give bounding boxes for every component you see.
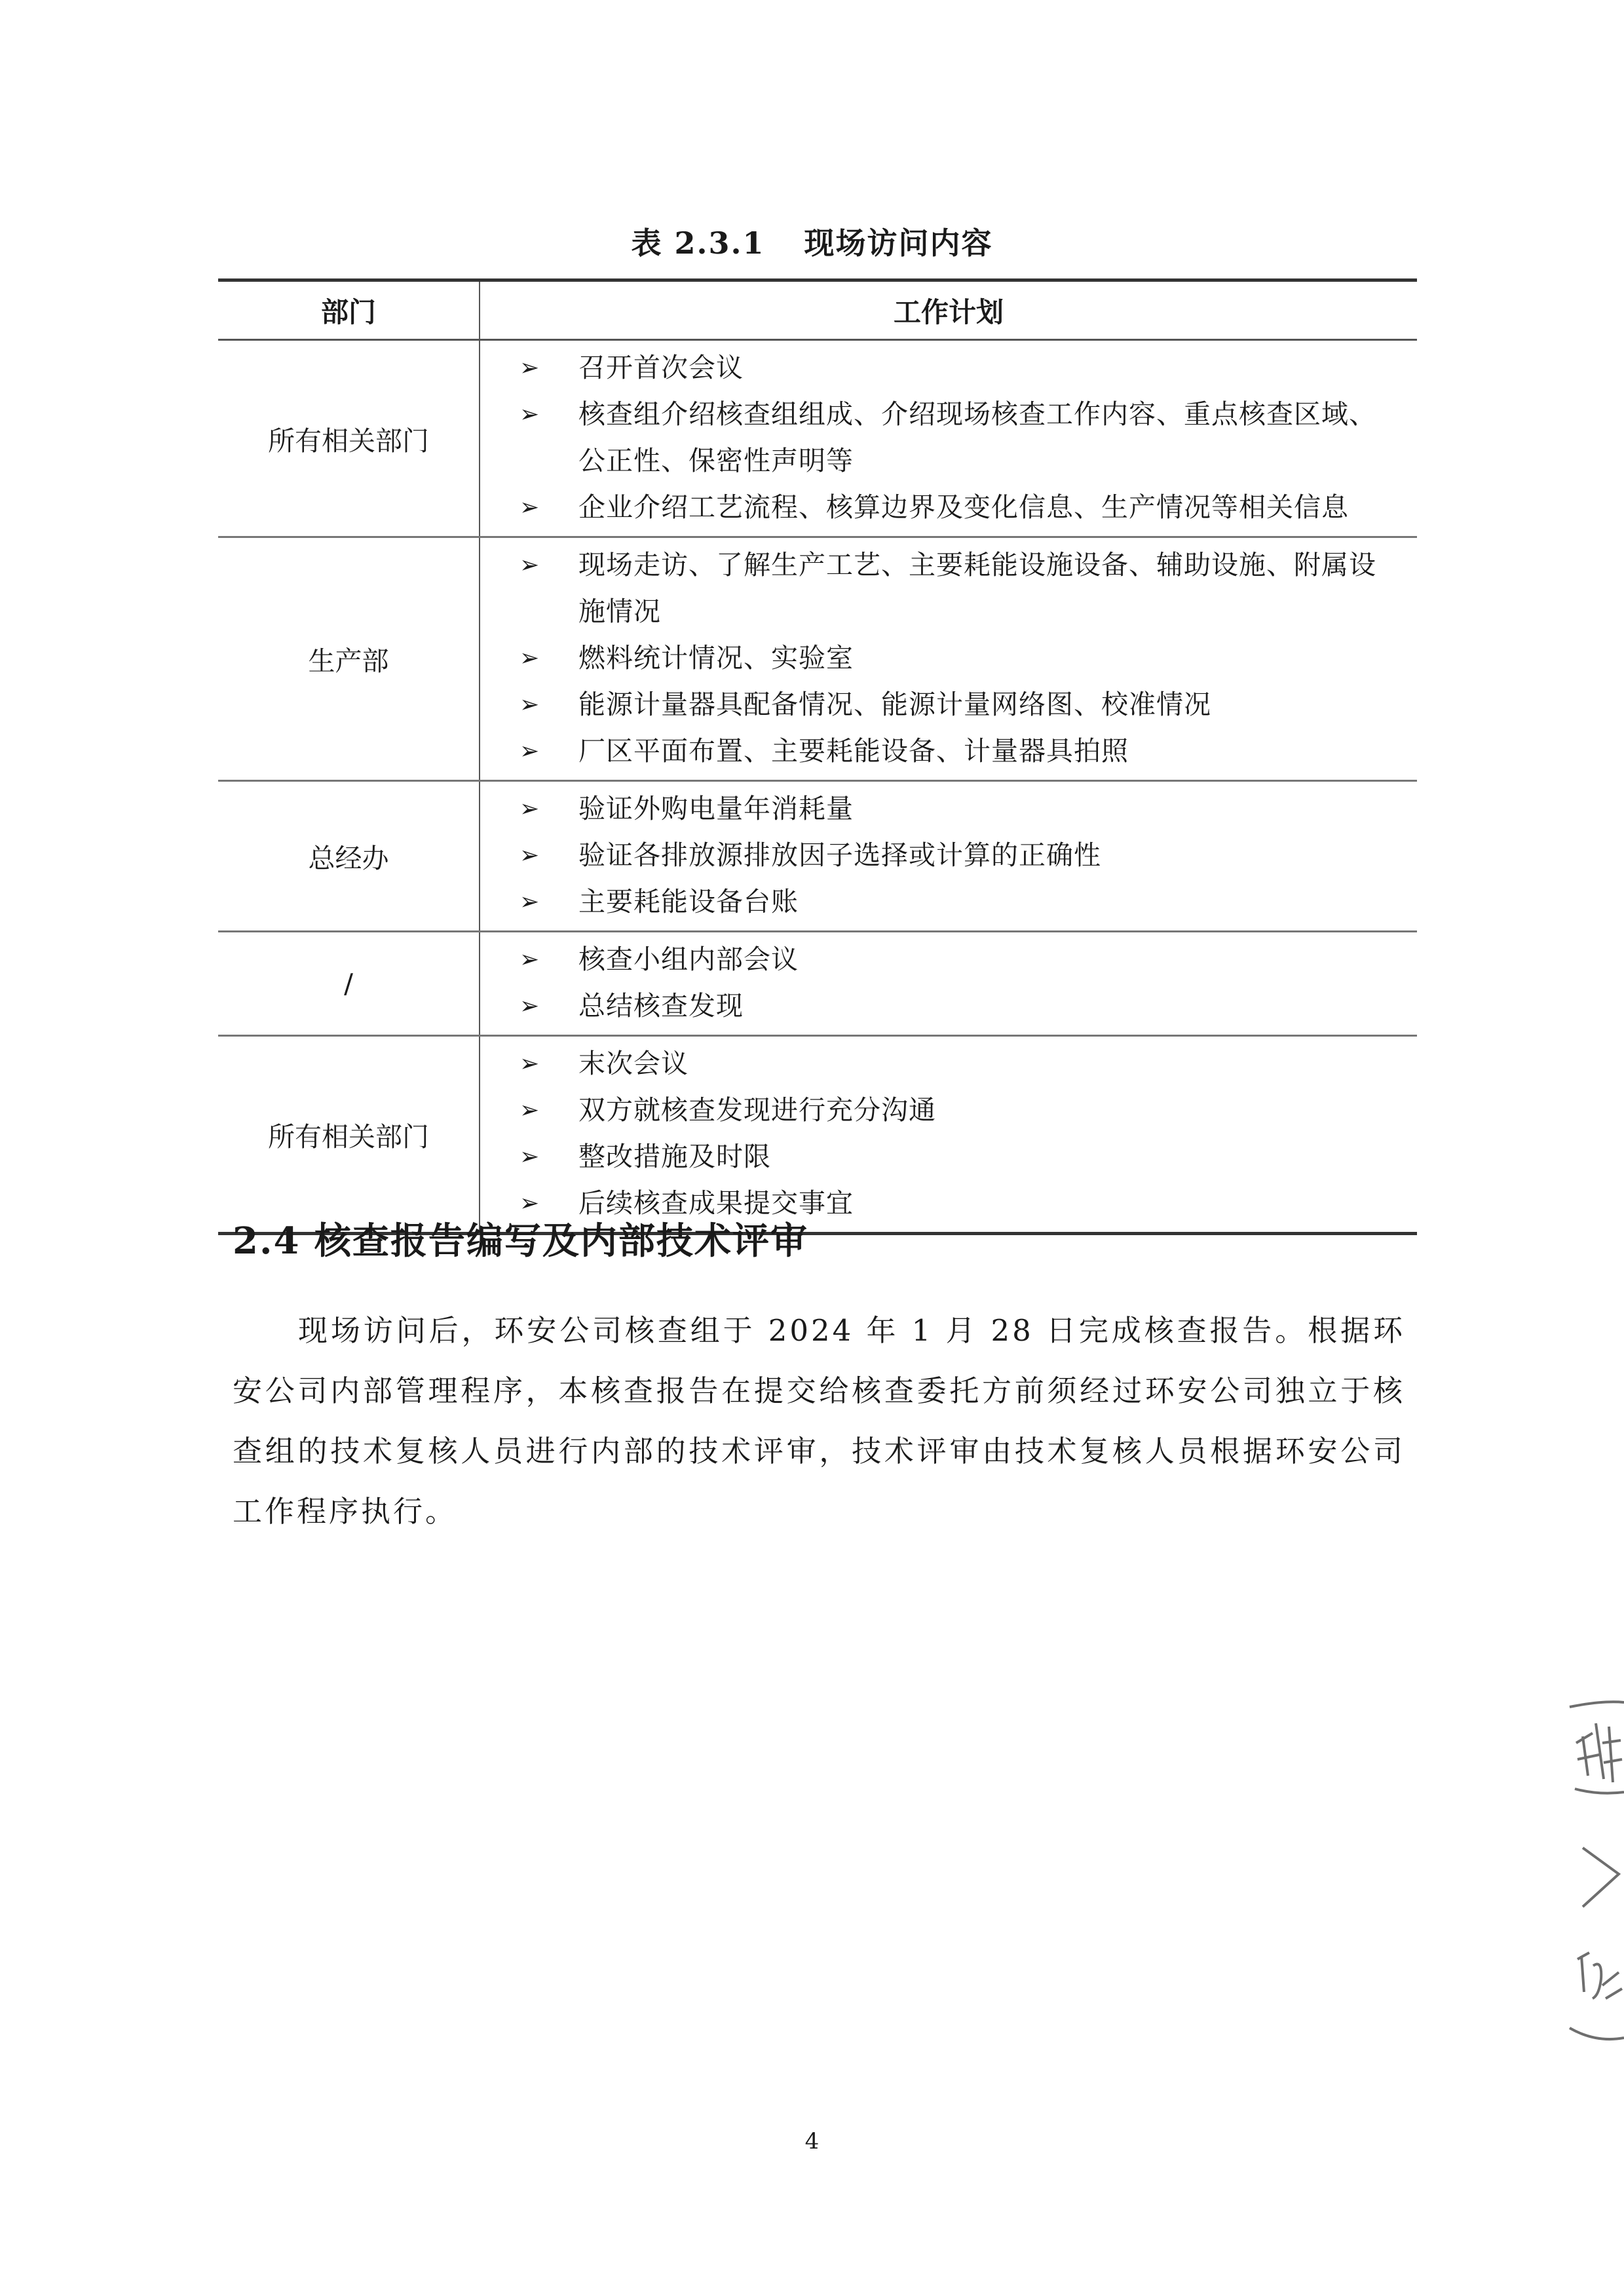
plan-cell bbox=[480, 781, 1417, 932]
list-item-text: 现场走访、了解生产工艺、主要耗能设施设备、辅助设施、附属设施情况 bbox=[578, 549, 1376, 627]
table-caption-number: 表 2.3.1 bbox=[631, 225, 765, 261]
list-item-text: 末次会议 bbox=[578, 1048, 689, 1079]
header-department: 部门 bbox=[218, 280, 480, 340]
list-item bbox=[519, 635, 1397, 681]
list-item bbox=[519, 345, 1397, 391]
list-item bbox=[519, 983, 1397, 1029]
list-item bbox=[519, 681, 1397, 728]
list-item-text: 召开首次会议 bbox=[578, 352, 744, 383]
plan-cell bbox=[480, 1036, 1417, 1234]
plan-cell bbox=[480, 932, 1417, 1036]
table-row bbox=[218, 781, 1417, 932]
arrowhead-bullet-icon: ➢ bbox=[519, 691, 540, 718]
header-work-plan: 工作计划 bbox=[480, 280, 1417, 340]
arrowhead-bullet-icon: ➢ bbox=[519, 645, 540, 672]
arrowhead-bullet-icon: ➢ bbox=[519, 795, 540, 822]
list-item bbox=[519, 391, 1397, 484]
list-item-text: 后续核查成果提交事宜 bbox=[578, 1187, 854, 1219]
list-item bbox=[519, 786, 1397, 832]
arrowhead-bullet-icon: ➢ bbox=[519, 1050, 540, 1077]
arrowhead-bullet-icon: ➢ bbox=[519, 552, 540, 579]
department-cell: 生产部 bbox=[218, 537, 480, 781]
list-item bbox=[519, 542, 1397, 635]
list-item bbox=[519, 728, 1397, 775]
arrowhead-bullet-icon: ➢ bbox=[519, 1097, 540, 1124]
list-item bbox=[519, 1087, 1397, 1134]
list-item-text: 双方就核查发现进行充分沟通 bbox=[578, 1094, 936, 1126]
list-item-text: 总结核查发现 bbox=[578, 990, 744, 1022]
list-item-text: 主要耗能设备台账 bbox=[578, 886, 799, 917]
plan-cell bbox=[480, 340, 1417, 537]
table-row bbox=[218, 537, 1417, 781]
list-item-text: 企业介绍工艺流程、核算边界及变化信息、生产情况等相关信息 bbox=[578, 491, 1349, 523]
arrowhead-bullet-icon: ➢ bbox=[519, 946, 540, 973]
arrowhead-bullet-icon: ➢ bbox=[519, 738, 540, 765]
table-caption bbox=[0, 220, 1624, 263]
site-visit-table bbox=[218, 278, 1417, 1235]
arrowhead-bullet-icon: ➢ bbox=[519, 401, 540, 428]
table-row bbox=[218, 932, 1417, 1036]
list-item-text: 验证各排放源排放因子选择或计算的正确性 bbox=[578, 839, 1101, 871]
list-item-text: 核查组介绍核查组组成、介绍现场核查工作内容、重点核查区域、公正性、保密性声明等 bbox=[578, 398, 1376, 476]
list-item bbox=[519, 484, 1397, 531]
table-row bbox=[218, 1036, 1417, 1234]
list-item bbox=[519, 879, 1397, 925]
arrowhead-bullet-icon: ➢ bbox=[519, 1143, 540, 1170]
list-item bbox=[519, 1134, 1397, 1180]
list-item-text: 燃料统计情况、实验室 bbox=[578, 642, 854, 674]
page-number: 4 bbox=[804, 2128, 820, 2154]
department-cell: 所有相关部门 bbox=[218, 340, 480, 537]
arrowhead-bullet-icon: ➢ bbox=[519, 494, 540, 521]
list-item bbox=[519, 1041, 1397, 1087]
arrowhead-bullet-icon: ➢ bbox=[519, 842, 540, 869]
table-row bbox=[218, 340, 1417, 537]
arrowhead-bullet-icon: ➢ bbox=[519, 889, 540, 915]
section-paragraph: 现场访问后，环安公司核查组于 2024 年 1 月 28 日完成核查报告。根据环安公司内部管理程序，本核查报告在提交给核查委托方前须经过环安公司独立于核查组的技术复核人员进行内部的技术评审，技术评审由技术复核人员根据环安公司工作程序执行。 bbox=[233, 1313, 1405, 1529]
list-item bbox=[519, 936, 1397, 983]
section-heading: 2.4 核查报告编写及内部技术评审 bbox=[233, 1219, 808, 1263]
arrowhead-bullet-icon: ➢ bbox=[519, 993, 540, 1020]
list-item bbox=[519, 832, 1397, 879]
seal-stamp-fragment bbox=[1563, 1697, 1624, 2051]
list-item-text: 核查小组内部会议 bbox=[578, 944, 799, 975]
plan-cell bbox=[480, 537, 1417, 781]
table-caption-title: 现场访问内容 bbox=[804, 225, 993, 261]
arrowhead-bullet-icon: ➢ bbox=[519, 1190, 540, 1217]
department-cell: 总经办 bbox=[218, 781, 480, 932]
list-item-text: 整改措施及时限 bbox=[578, 1141, 771, 1172]
table-header-row bbox=[218, 280, 1417, 340]
department-cell: 所有相关部门 bbox=[218, 1036, 480, 1234]
department-cell: / bbox=[218, 932, 480, 1036]
list-item-text: 厂区平面布置、主要耗能设备、计量器具拍照 bbox=[578, 735, 1129, 767]
list-item-text: 验证外购电量年消耗量 bbox=[578, 793, 854, 824]
list-item-text: 能源计量器具配备情况、能源计量网络图、校准情况 bbox=[578, 689, 1211, 720]
arrowhead-bullet-icon: ➢ bbox=[519, 354, 540, 381]
seal-stamp-icon bbox=[1563, 1697, 1624, 2051]
